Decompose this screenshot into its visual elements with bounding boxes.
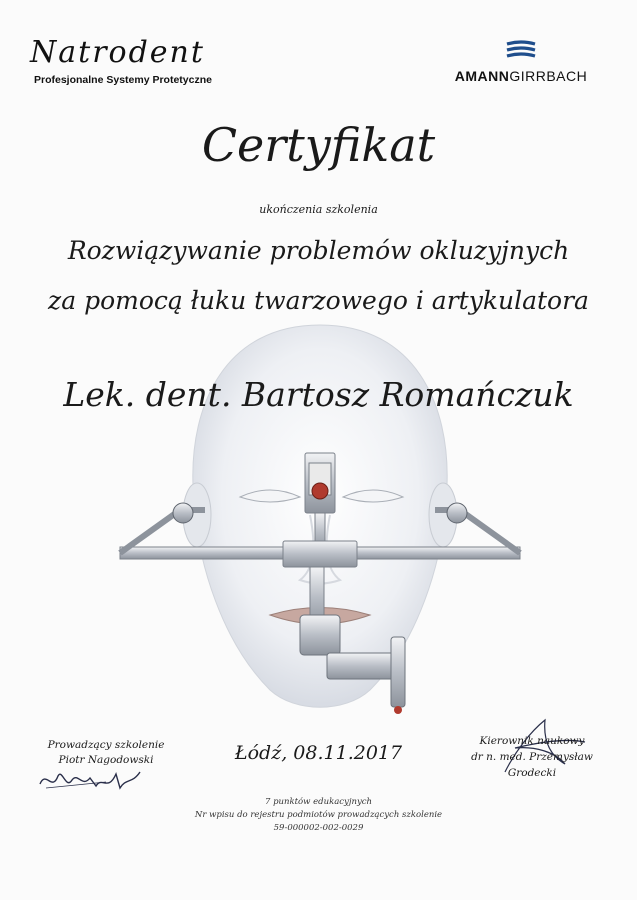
amanngirrbach-logo: [441, 40, 601, 84]
supervisor-block: [447, 733, 617, 781]
supervisor-role: Kierownik naukowy: [479, 735, 585, 747]
trainer-role: Prowadzący szkolenie: [47, 739, 165, 751]
education-points: 7 punktów edukacyjnych: [264, 797, 373, 807]
course-title-line1: Rozwiązywanie problemów okluzyjnych: [67, 236, 570, 265]
trainer-name: Piotr Nagodowski: [58, 754, 154, 766]
trainer-signature: [36, 762, 146, 796]
registry-number: 59-000002-002-0029: [273, 823, 364, 833]
recipient-name: Lek. dent. Bartosz Romańczuk: [63, 375, 574, 414]
amanngirrbach-wordmark: [441, 68, 601, 84]
amanngirrbach-mark-icon: [505, 40, 537, 62]
supervisor-name: dr n. med. Przemysław Grodecki: [471, 751, 593, 779]
girrbach-text: GIRRBACH: [509, 68, 588, 84]
natrodent-wordmark: Natrodent: [30, 35, 205, 70]
natrodent-tagline: Profesjonalne Systemy Protetyczne: [34, 74, 212, 86]
certificate-title: Certyfikat: [201, 118, 436, 172]
natrodent-logo: [30, 35, 270, 86]
footnotes: [0, 796, 637, 835]
registry-label: Nr wpisu do rejestru podmiotów prowadzących szkolenie: [194, 810, 443, 820]
place-and-date: Łódź, 08.11.2017: [234, 742, 403, 764]
certificate-subtitle: ukończenia szkolenia: [259, 203, 378, 216]
course-title-line2: za pomocą łuku twarzowego i artykulatora: [48, 286, 589, 315]
amann-text: AMANN: [454, 68, 510, 84]
